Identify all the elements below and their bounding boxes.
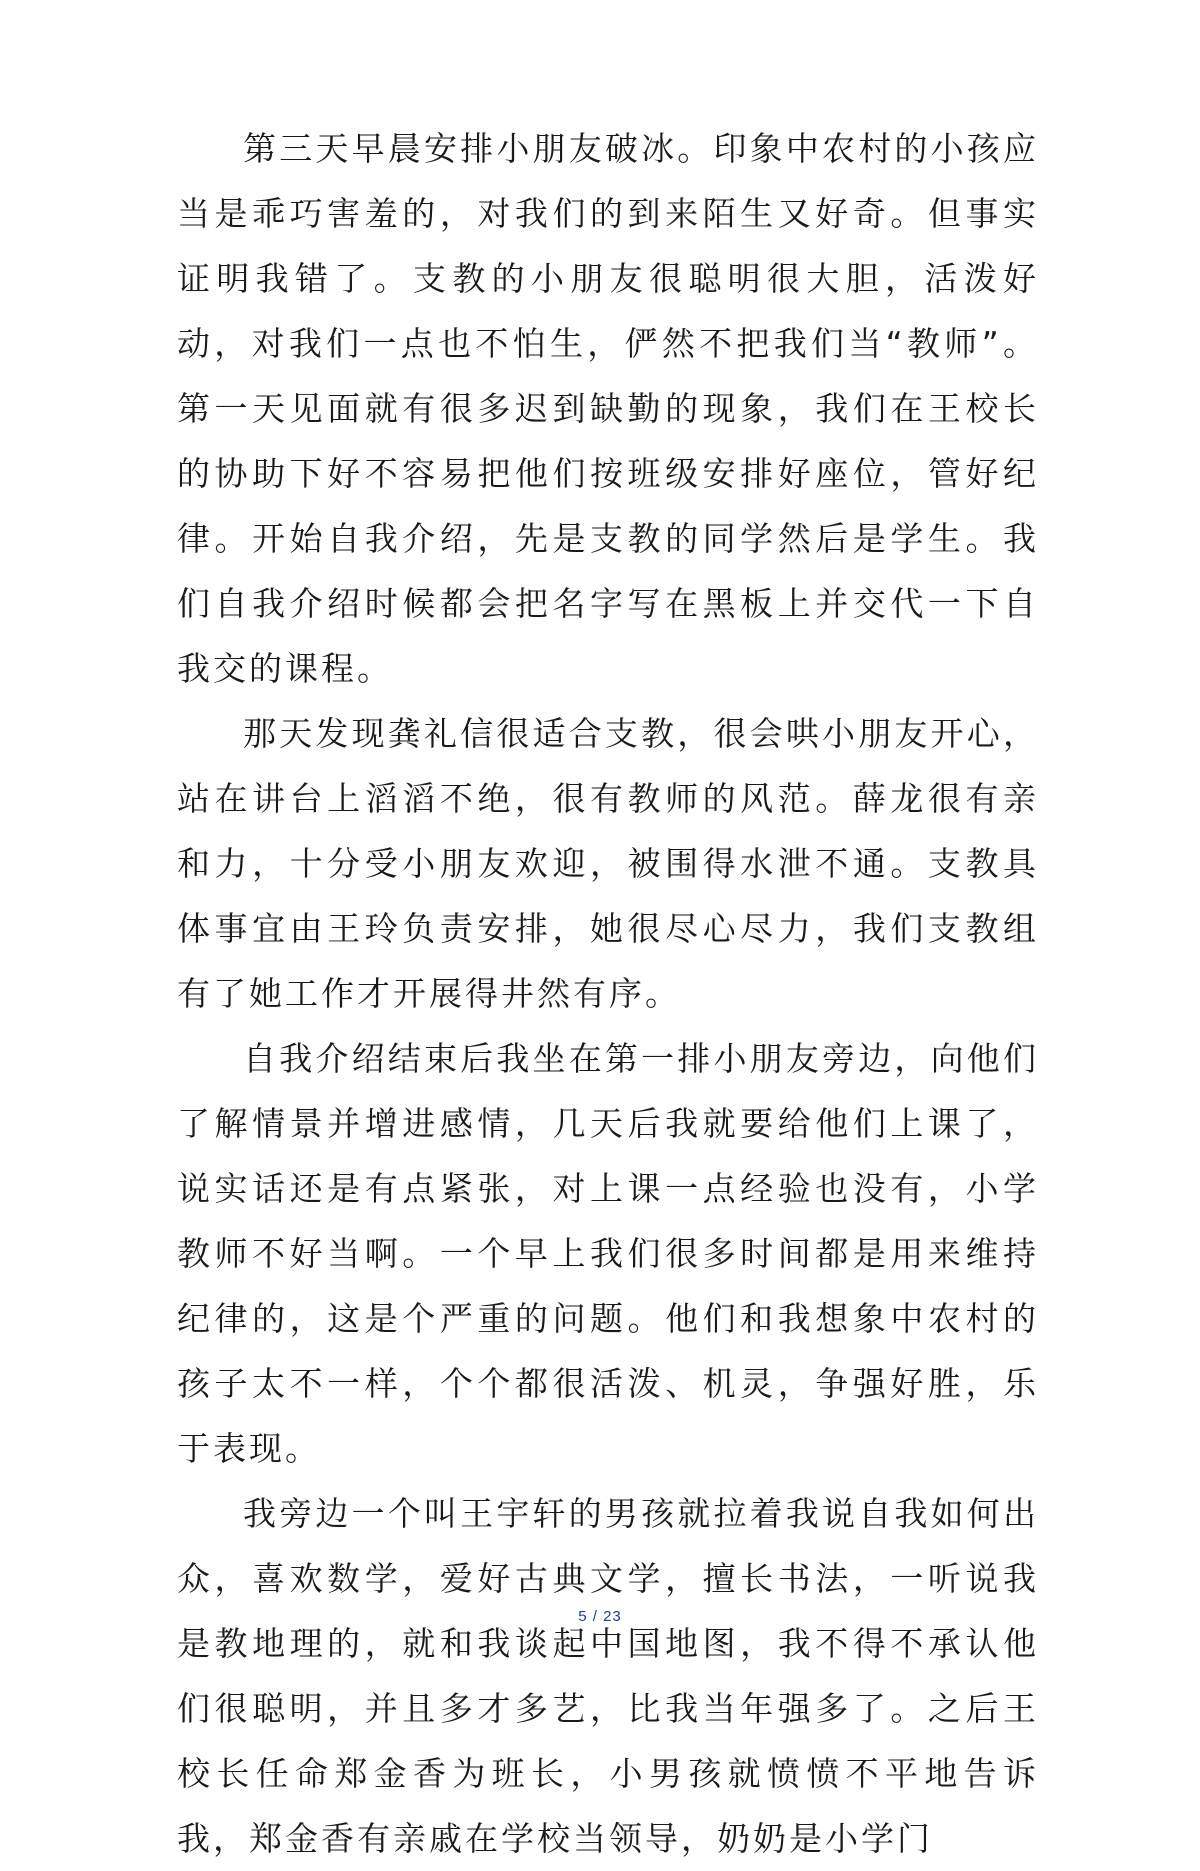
paragraph-4: 我旁边一个叫王宇轩的男孩就拉着我说自我如何出众，喜欢数学，爱好古典文学，擅长书法，一听说我是教地理的，就和我谈起中国地图，我不得不承认他们很聪明，并且多才多艺，比我当年强多了。之后王校长任命郑金香为班长，小男孩就愤愤不平地告诉我，郑金香有亲戚在学校当领导，奶奶是小学门 [177, 1494, 1039, 1858]
paragraph-1: 第三天早晨安排小朋友破冰。印象中农村的小孩应当是乖巧害羞的，对我们的到来陌生又好奇。但事实证明我错了。支教的小朋友很聪明很大胆，活泼好动，对我们一点也不怕生，俨然不把我们当“教师”。第一天见面就有很多迟到缺勤的现象，我们在王校长的协助下好不容易把他们按班级安排好座位，管好纪律。开始自我介绍，先是支教的同学然后是学生。我们自我介绍时候都会把名字写在黑板上并交代一下自我交的课程。 [177, 129, 1039, 688]
page-number: 5 / 23 [578, 1608, 622, 1625]
paragraph-2: 那天发现龚礼信很适合支教，很会哄小朋友开心，站在讲台上滔滔不绝，很有教师的风范。薛龙很有亲和力，十分受小朋友欢迎，被围得水泄不通。支教具体事宜由王玲负责安排，她很尽心尽力，我们支教组有了她工作才开展得井然有序。 [177, 714, 1039, 1013]
paragraph-3: 自我介绍结束后我坐在第一排小朋友旁边，向他们了解情景并增进感情，几天后我就要给他们上课了，说实话还是有点紧张，对上课一点经验也没有，小学教师不好当啊。一个早上我们很多时间都是用来维持纪律的，这是个严重的问题。他们和我想象中农村的孩子太不一样，个个都很活泼、机灵，争强好胜，乐于表现。 [177, 1039, 1039, 1468]
